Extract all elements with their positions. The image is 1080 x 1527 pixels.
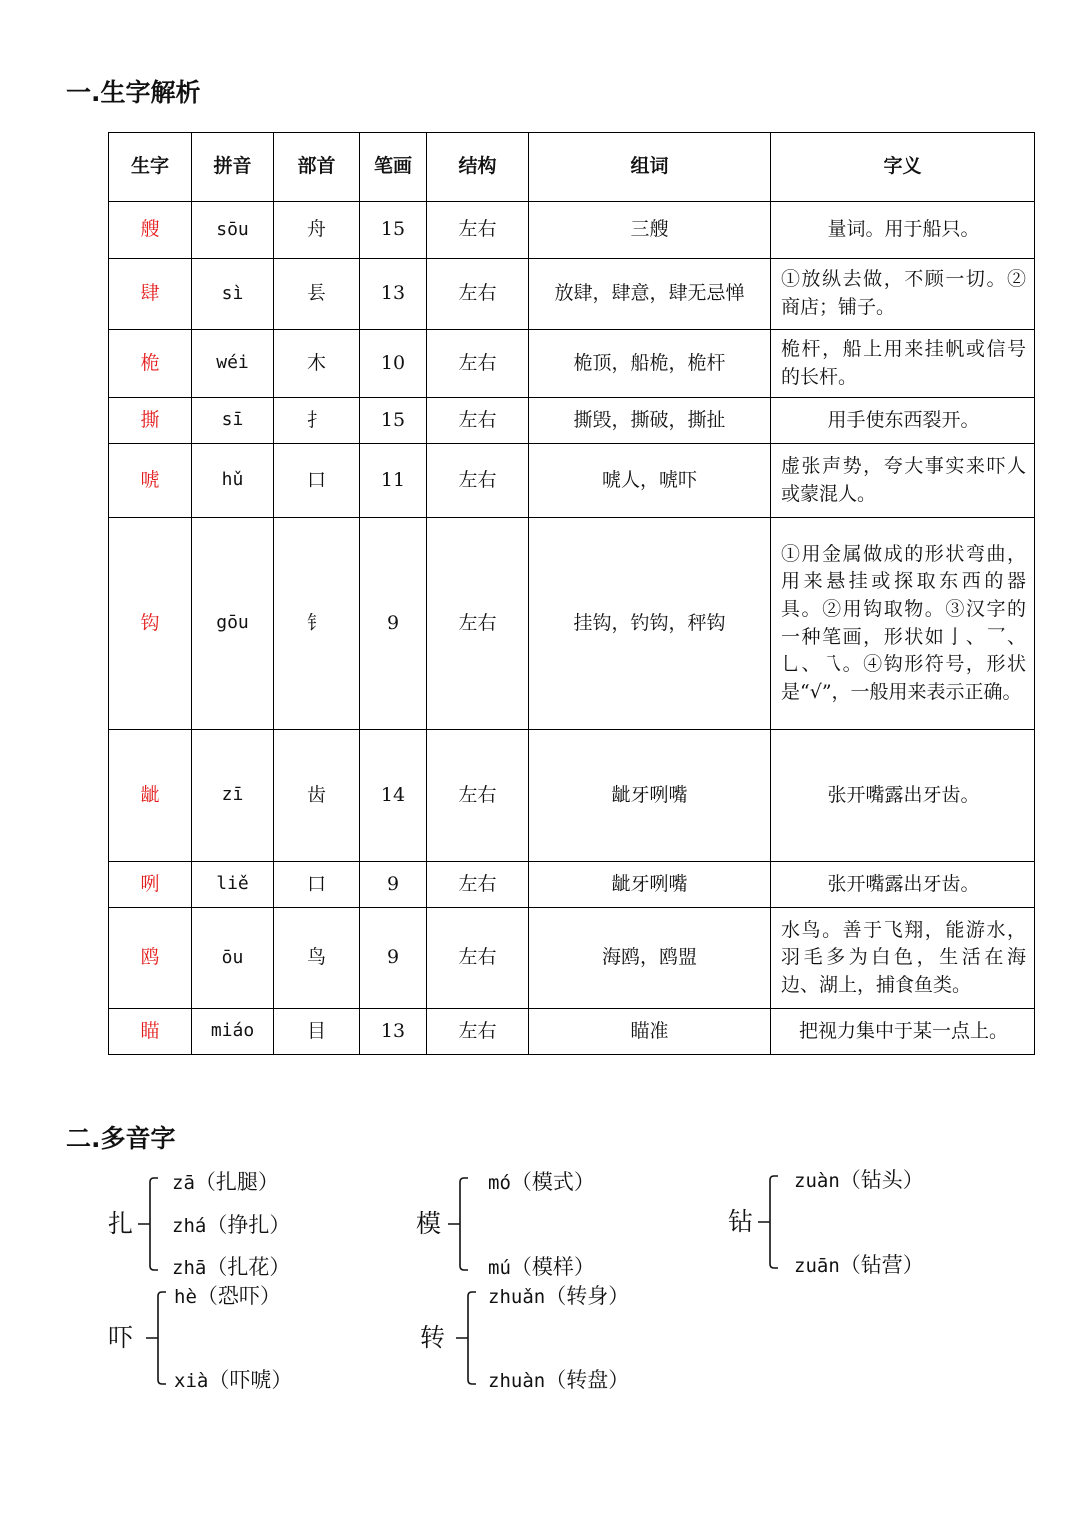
cell-words: 龇牙咧嘴 [529, 730, 771, 862]
cell-char: 瞄 [109, 1009, 192, 1055]
cell-words: 龇牙咧嘴 [529, 862, 771, 908]
cell-meaning: 水鸟。善于飞翔，能游水，羽毛多为白色，生活在海边、湖上，捕食鱼类。 [771, 908, 1035, 1009]
cell-radical: 鸟 [274, 908, 360, 1009]
cell-structure: 左右 [427, 259, 529, 330]
reading [174, 1370, 292, 1391]
reading [172, 1172, 279, 1193]
cell-radical: 口 [274, 444, 360, 518]
reading-word: （转盘） [545, 1368, 630, 1392]
bracket-icon [454, 1282, 484, 1394]
reading-word: （恐吓） [196, 1284, 281, 1308]
cell-words: 瞄准 [529, 1009, 771, 1055]
cell-pinyin: liě [192, 862, 274, 908]
reading-pinyin: mú [488, 1257, 511, 1279]
cell-char: 肆 [109, 259, 192, 330]
cell-char: 桅 [109, 330, 192, 398]
table-row [109, 1009, 1035, 1055]
header-char: 生字 [109, 133, 192, 202]
header-words: 组词 [529, 133, 771, 202]
reading [488, 1286, 629, 1307]
cell-structure: 左右 [427, 444, 529, 518]
cell-strokes: 13 [360, 1009, 427, 1055]
cell-pinyin: sì [192, 259, 274, 330]
bracket-icon [446, 1168, 476, 1280]
cell-structure: 左右 [427, 730, 529, 862]
table-row [109, 862, 1035, 908]
cell-strokes: 13 [360, 259, 427, 330]
cell-pinyin: ōu [192, 908, 274, 1009]
cell-meaning: 量词。用于船只。 [771, 202, 1035, 259]
cell-char: 咧 [109, 862, 192, 908]
cell-meaning: 张开嘴露出牙齿。 [771, 862, 1035, 908]
cell-strokes: 14 [360, 730, 427, 862]
cell-structure: 左右 [427, 518, 529, 730]
polyphone-char: 扎 [108, 1209, 134, 1238]
cell-char: 唬 [109, 444, 192, 518]
cell-pinyin: sōu [192, 202, 274, 259]
polyphone-group [104, 1282, 324, 1394]
reading-pinyin: zuàn [794, 1170, 840, 1192]
reading-pinyin: zā [172, 1172, 195, 1194]
reading-word: （模样） [510, 1255, 595, 1279]
cell-radical: 齿 [274, 730, 360, 862]
reading-word: （钻营） [839, 1253, 924, 1277]
reading-word: （模式） [510, 1170, 595, 1194]
table-row [109, 259, 1035, 330]
cell-words: 挂钩，钓钩，秤钩 [529, 518, 771, 730]
cell-strokes: 9 [360, 908, 427, 1009]
cell-strokes: 9 [360, 518, 427, 730]
reading [172, 1257, 290, 1278]
reading [488, 1257, 595, 1278]
polyphone-char: 钻 [728, 1207, 754, 1236]
cell-radical: 扌 [274, 398, 360, 444]
cell-words: 海鸥，鸥盟 [529, 908, 771, 1009]
reading-pinyin: zhá [172, 1215, 207, 1237]
reading [488, 1370, 629, 1391]
cell-words: 三艘 [529, 202, 771, 259]
table-row [109, 444, 1035, 518]
reading-word: （扎花） [206, 1255, 291, 1279]
polyphone-group [412, 1168, 632, 1280]
cell-radical: 舟 [274, 202, 360, 259]
cell-meaning: 把视力集中于某一点上。 [771, 1009, 1035, 1055]
table-row [109, 398, 1035, 444]
table-row [109, 202, 1035, 259]
polyphone-char: 模 [416, 1209, 442, 1238]
reading-pinyin: zhuàn [488, 1370, 546, 1392]
reading-pinyin: mó [488, 1172, 511, 1194]
reading-pinyin: zhuǎn [488, 1286, 546, 1308]
cell-structure: 左右 [427, 862, 529, 908]
cell-pinyin: zī [192, 730, 274, 862]
cell-char: 艘 [109, 202, 192, 259]
cell-meaning: 张开嘴露出牙齿。 [771, 730, 1035, 862]
cell-pinyin: miáo [192, 1009, 274, 1055]
cell-structure: 左右 [427, 330, 529, 398]
cell-words: 桅顶，船桅，桅杆 [529, 330, 771, 398]
reading-pinyin: hè [174, 1286, 197, 1308]
cell-radical: 镸 [274, 259, 360, 330]
cell-structure: 左右 [427, 908, 529, 1009]
header-strokes: 笔画 [360, 133, 427, 202]
cell-radical: 木 [274, 330, 360, 398]
section-title-character-analysis: 一.生字解析 [66, 78, 201, 107]
section-title-polyphones: 二.多音字 [66, 1124, 176, 1153]
cell-radical: 目 [274, 1009, 360, 1055]
polyphone-group [104, 1168, 324, 1280]
reading [794, 1255, 924, 1276]
reading-pinyin: zuān [794, 1255, 840, 1277]
table-row [109, 908, 1035, 1009]
reading [488, 1172, 595, 1193]
reading [794, 1170, 924, 1191]
cell-strokes: 11 [360, 444, 427, 518]
cell-strokes: 15 [360, 202, 427, 259]
bracket-icon [756, 1166, 786, 1278]
reading [174, 1286, 281, 1307]
table-row [109, 330, 1035, 398]
cell-pinyin: wéi [192, 330, 274, 398]
cell-words: 撕毁，撕破，撕扯 [529, 398, 771, 444]
bracket-icon [144, 1282, 174, 1394]
reading-word: （钻头） [839, 1168, 924, 1192]
cell-strokes: 15 [360, 398, 427, 444]
cell-pinyin: hǔ [192, 444, 274, 518]
table-header-row [109, 133, 1035, 202]
reading-word: （转身） [545, 1284, 630, 1308]
reading-word: （扎腿） [194, 1170, 279, 1194]
reading-word: （挣扎） [206, 1213, 291, 1237]
header-structure: 结构 [427, 133, 529, 202]
cell-char: 鸥 [109, 908, 192, 1009]
cell-radical: 口 [274, 862, 360, 908]
polyphone-group [726, 1166, 966, 1278]
reading [172, 1215, 290, 1236]
cell-words: 放肆，肆意，肆无忌惮 [529, 259, 771, 330]
cell-pinyin: gōu [192, 518, 274, 730]
reading-pinyin: xià [174, 1370, 209, 1392]
cell-meaning: 用手使东西裂开。 [771, 398, 1035, 444]
character-table [108, 132, 1035, 1055]
cell-meaning: 桅杆，船上用来挂帆或信号的长杆。 [771, 330, 1035, 398]
header-radical: 部首 [274, 133, 360, 202]
cell-meaning: ①用金属做成的形状弯曲，用来悬挂或探取东西的器具。②用钩取物。③汉字的一种笔画，形状如亅、乛、乚、乁。④钩形符号，形状是“√”，一般用来表示正确。 [771, 518, 1035, 730]
reading-word: （吓唬） [208, 1368, 293, 1392]
header-meaning: 字义 [771, 133, 1035, 202]
bracket-icon [136, 1168, 166, 1280]
cell-structure: 左右 [427, 202, 529, 259]
cell-char: 龇 [109, 730, 192, 862]
cell-structure: 左右 [427, 398, 529, 444]
cell-char: 钩 [109, 518, 192, 730]
polyphone-group [416, 1282, 656, 1394]
table-row [109, 518, 1035, 730]
cell-strokes: 9 [360, 862, 427, 908]
cell-meaning: ①放纵去做，不顾一切。②商店；铺子。 [771, 259, 1035, 330]
cell-pinyin: sī [192, 398, 274, 444]
cell-meaning: 虚张声势，夸大事实来吓人或蒙混人。 [771, 444, 1035, 518]
cell-strokes: 10 [360, 330, 427, 398]
cell-words: 唬人，唬吓 [529, 444, 771, 518]
header-pinyin: 拼音 [192, 133, 274, 202]
cell-char: 撕 [109, 398, 192, 444]
polyphone-char: 吓 [108, 1323, 134, 1352]
cell-structure: 左右 [427, 1009, 529, 1055]
table-row [109, 730, 1035, 862]
reading-pinyin: zhā [172, 1257, 207, 1279]
cell-radical: 钅 [274, 518, 360, 730]
polyphone-char: 转 [420, 1323, 446, 1352]
